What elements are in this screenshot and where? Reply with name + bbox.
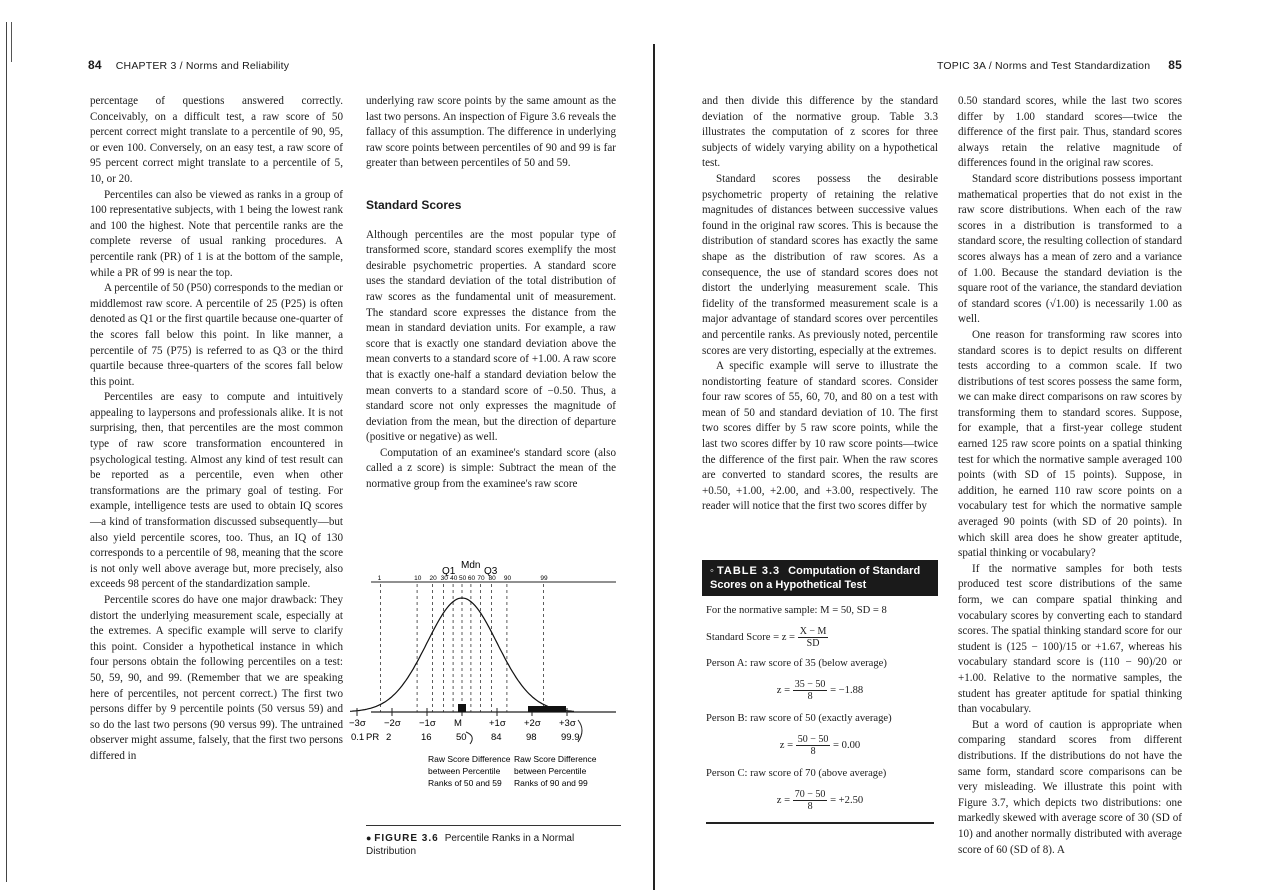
- section-heading: Standard Scores: [366, 197, 462, 212]
- formula-row: [706, 626, 934, 649]
- person-a-desc: Person A: raw score of 35 (below average): [706, 658, 887, 669]
- equation-fraction: [796, 734, 831, 757]
- paragraph: 0.50 standard scores, while the last two scores differ by 1.00 standard scores—twice the difference of the first pair. Thus, standard scores always retain the relative magnitude of differences found in the original raw scores.: [958, 95, 1182, 170]
- pr-tick-label: 10: [414, 575, 422, 582]
- right-column-2: [958, 94, 1182, 858]
- sd-label: +2σ: [524, 718, 541, 729]
- left-running-head: [88, 58, 289, 72]
- equation-numerator: 35 − 50: [794, 679, 826, 690]
- paragraph: Percentile scores do have one major drawback: They distort the underlying measurement scale, especially at the extremes. A specific example will serve to clarify this point. Consider a hypothetical instance in which four persons obtain the following percentiles on a test: 50, 59, 90, and 99. (Remember that we are speaking here of percentiles, not percent correct.) The first two persons differ by 9 percentile points (50 versus 59) and so do the last two persons (90 versus 99). The untrained observer might assume, falsely, that the first two persons differed in: [90, 594, 343, 762]
- normal-distribution-diagram: [349, 540, 621, 820]
- note-left-line1: Raw Score Difference: [428, 754, 511, 764]
- normative-sample-line: For the normative sample: M = 50, SD = 8: [706, 605, 887, 616]
- figure-caption: [366, 825, 621, 858]
- person-a-equation: [706, 679, 934, 702]
- pr-tick-label: 20: [429, 575, 437, 582]
- sd-label: +1σ: [489, 718, 506, 729]
- pr-tick-label: 40: [450, 575, 458, 582]
- pr-value: 2: [386, 732, 392, 743]
- equation-lhs: z =: [776, 794, 791, 806]
- formula-lhs: Standard Score = z =: [706, 631, 796, 643]
- person-c-desc: Person C: raw score of 70 (above average): [706, 768, 887, 779]
- sd-label: +3σ: [559, 718, 576, 729]
- formula-fraction: [798, 626, 829, 649]
- note-left-line3: Ranks of 50 and 59: [428, 778, 502, 788]
- q1-label: Q1: [442, 566, 456, 577]
- q3-label: Q3: [484, 566, 498, 577]
- note-right-line3: Ranks of 90 and 99: [514, 778, 588, 788]
- right-running-title: TOPIC 3A / Norms and Test Standardization: [937, 60, 1151, 72]
- paragraph: underlying raw score points by the same amount as the last two persons. An inspection of Figure 3.6 reveals the fallacy of this assumption. The difference in underlying raw score points between percentiles of 90 and 99 is far greater than between percentiles of 50 and 59.: [366, 95, 616, 170]
- equation-lhs: z =: [776, 684, 791, 696]
- equation-result: = 0.00: [833, 739, 861, 751]
- sd-label: −3σ: [349, 718, 366, 729]
- figure-3-6: [349, 540, 621, 860]
- equation-fraction: [793, 679, 828, 702]
- figure-label: FIGURE 3.6: [374, 833, 439, 844]
- table-bullet-icon: ◦: [710, 565, 717, 577]
- pr-tick-label: 60: [467, 575, 476, 582]
- right-running-head: [937, 58, 1182, 72]
- equation-denominator: 8: [807, 801, 813, 812]
- person-c-equation: [706, 789, 934, 812]
- paragraph: Standard scores possess the desirable psychometric property of retaining the relative magnitudes of distances between successive values found in the original raw scores. This is because the distribution of standard scores has exactly the same shape as the distribution of raw scores. As a consequence, the use of standard scores does not distort the underlying measurement scale. This fidelity of the transformed measurement scale is a major advantage of standard scores over percentiles and percentile ranks. As previously noted, percentile scores are very distorting, especially at the extremes.: [702, 172, 938, 357]
- paragraph: percentage of questions answered correctly. Conceivably, on a difficult test, a raw score of 50 percent correct might translate to a percentile of 90, 95, or even 100. Conversely, on an easy test, a raw score of 95 percent correct might translate to a percentile of 5, 10, or 20.: [90, 95, 343, 185]
- pr-tick-label: 1: [377, 575, 382, 582]
- note-left-line2: between Percentile: [428, 766, 501, 776]
- mdn-label: Mdn: [461, 560, 481, 571]
- table-label: TABLE 3.3: [716, 565, 781, 577]
- paragraph: A percentile of 50 (P50) corresponds to the median or middlemost raw score. A percentile of 25 (P25) is often denoted as Q1 or the first quartile because one-quarter of the scores fall below this point. In like manner, a percentile of 75 (P75) is referred to as Q3 or the third quartile because three-quarters of the scores fall below this point.: [90, 282, 343, 388]
- paragraph: If the normative samples for both tests produced test score distributions of the same form, we can compare spatial thinking and vocabulary scores by converting each to standard scores. The spatial thinking standard score for our student is (125 − 100)/15 or +1.67, whereas his vocabulary standard score is (110 − 90)/20 or +1.00. Relative to the normative samples, the student has greater aptitude for spatial thinking than vocabulary.: [958, 562, 1182, 716]
- pr-value: 50: [456, 732, 467, 743]
- pr-value: 84: [491, 732, 502, 743]
- left-column-1: [90, 94, 343, 765]
- pr-value: 0.1: [351, 732, 365, 743]
- equation-lhs: z =: [779, 739, 794, 751]
- pr-tick-label: 50: [459, 575, 467, 582]
- right-page-number: 85: [1168, 58, 1182, 72]
- caption-bullet-icon: ●: [366, 833, 372, 843]
- left-column-2: [366, 94, 616, 493]
- equation-numerator: 70 − 50: [794, 789, 826, 800]
- formula-numerator: X − M: [799, 626, 827, 637]
- paragraph: Percentiles can also be viewed as ranks in a group of 100 representative subjects, with 1 being the lowest rank and 100 the highest. Note that percentile ranks are the complete reverse of usual ranking procedures. A percentile rank (PR) of 1 is at the bottom of the sample, while a PR of 99 is near the top.: [90, 188, 343, 279]
- equation-fraction: [793, 789, 828, 812]
- sd-label: M: [454, 718, 462, 729]
- equation-denominator: 8: [807, 691, 813, 702]
- pr-tick-label: 80: [488, 575, 496, 582]
- sd-label: −2σ: [384, 718, 401, 729]
- paragraph: A specific example will serve to illustrate the nondistorting feature of standard scores. Consider four raw scores of 55, 60, 70, and 80 on a test with mean of 50 and standard deviation of 10. The first two scores differ by 5 raw score points, while the last two scores differ by 10 raw score points—twice the difference of the first pair. When the raw scores are converted to standard scores, the results are +0.50, +1.00, +2.00, and +3.00, respectively. The reader will notice that the first two scores differ by: [702, 360, 938, 513]
- equation-result: = −1.88: [830, 684, 864, 696]
- paragraph: But a word of caution is appropriate when comparing standard scores from different distributions. If the distributions do not have the same form, standard score comparisons can be very misleading. We illustrate this point with Figure 3.7, which depicts two distributions: one markedly skewed with average score of 30 (SD of 10) and another normally distributed with average score of 60 (SD of 8). A: [958, 718, 1182, 856]
- table-title: Computation of Standard Scores on a Hypothetical Test: [710, 565, 921, 591]
- table-body: [702, 596, 938, 830]
- left-running-title: CHAPTER 3 / Norms and Reliability: [115, 60, 290, 72]
- person-b-equation: [706, 734, 934, 757]
- equation-numerator: 50 − 50: [797, 734, 829, 745]
- person-b-desc: Person B: raw score of 50 (exactly average): [706, 713, 892, 724]
- book-spine-edge: [6, 22, 21, 882]
- pr-value: 99.9: [561, 732, 580, 743]
- paragraph: Computation of an examinee's standard score (also called a z score) is simple: Subtract the mean of the normative group from the examinee's raw score: [366, 446, 616, 491]
- highlight-90-99: [528, 706, 566, 712]
- paragraph: and then divide this difference by the standard deviation of the normative group. Table 3.3 illustrates the computation of z scores for three subjects of widely varying ability on a hypothetical test.: [702, 95, 938, 170]
- equation-denominator: 8: [810, 746, 816, 757]
- pr-tick-label: 30: [440, 575, 448, 582]
- sd-label: −1σ: [419, 718, 436, 729]
- page-gutter: [653, 44, 655, 890]
- pr-tick-label: 90: [503, 575, 512, 582]
- pr-tick-label: 99: [540, 575, 548, 582]
- table-header: [702, 560, 938, 596]
- highlight-50-59: [458, 704, 466, 712]
- note-right-line2: between Percentile: [514, 766, 587, 776]
- pr-value: 16: [421, 732, 432, 743]
- left-page-number: 84: [88, 58, 102, 72]
- table-3-3: [702, 560, 938, 830]
- pr-row-label: PR: [366, 732, 380, 743]
- equation-result: = +2.50: [830, 794, 864, 806]
- note-right-line1: Raw Score Difference: [514, 754, 597, 764]
- paragraph: Percentiles are easy to compute and intuitively appealing to laypersons and professionals alike. It is not surprising, then, that percentiles are the most common type of raw score transformation encountered in psychological testing. Almost any kind of test result can be reported as a percentile, even when other transformations are the primary goal of testing. For example, intelligence tests are used to obtain IQ scores—a kind of transformation discussed subsequently—but also yield percentile scores, too. Thus, an IQ of 130 corresponds to a percentile of 98, meaning that the score is not only well above average but, more precisely, also exceeds 98 percent of the standardization sample.: [90, 391, 343, 591]
- paragraph: Standard score distributions possess important mathematical properties that do not exist in the raw score distributions. When each of the raw scores in a distribution is transformed to a standard score, the resulting collection of standard scores always has a mean of zero and a variance of 1.00. Because the standard deviation is the square root of the variance, the standard deviation of standard scores (√1.00) is necessarily 1.00 as well.: [958, 172, 1182, 326]
- paragraph: Although percentiles are the most popular type of transformed score, standard scores exemplify the most desirable psychometric properties. A standard score uses the standard deviation of the total distribution of raw scores as the fundamental unit of measurement. The standard score expresses the distance from the mean in standard deviation units. For example, a raw score that is exactly one standard deviation above the mean converts to a standard score of +1.00. A raw score that is exactly one-half a standard deviation below the mean converts to a standard score of −0.50. Thus, a standard score not only expresses the magnitude of deviation from the mean, but the direction of departure (positive or negative) as well.: [366, 228, 616, 444]
- paragraph: One reason for transforming raw scores into standard scores is to depict results on different tests according to a common scale. If two distributions of test scores possess the same form, we can make direct comparisons on raw scores by transforming them to standard scores. Suppose, for example, that a first-year college student earned 125 raw score points on a spatial thinking test for which the normative sample averaged 100 points (with SD of 15 points). Suppose, in addition, he earned 110 raw score points on a vocabulary test for which the normative sample averaged 90 points (with SD of 20 points). In which skill area does he show greater aptitude, spatial thinking or vocabulary?: [958, 328, 1182, 560]
- pr-value: 98: [526, 732, 537, 743]
- pr-tick-label: 70: [477, 575, 485, 582]
- figure-caption-text: Percentile Ranks in a Normal Distribution: [366, 833, 575, 857]
- right-column-1: [702, 94, 938, 515]
- formula-denominator: SD: [806, 638, 820, 649]
- table-bottom-rule: [706, 822, 934, 824]
